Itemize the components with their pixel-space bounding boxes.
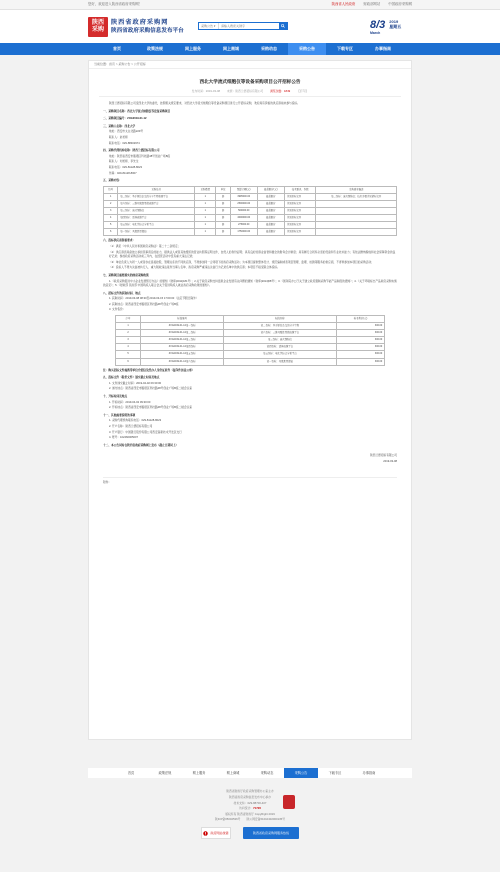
table-header: 采购品目 — [118, 186, 195, 193]
table-cell — [316, 229, 397, 236]
nav-item-downloads[interactable]: 下载专区 — [337, 46, 353, 51]
footer-nav-news[interactable]: 采购动态 — [260, 770, 274, 775]
nav-item-guide[interactable]: 办事指南 — [375, 46, 391, 51]
opening-time: 1. 开标时间：2019-04-02 09:30:00 — [109, 400, 151, 404]
table-cell: 最高限价 — [257, 215, 284, 222]
table-header-row — [104, 186, 397, 193]
agency-contact: 联系人：刘老师、李先生 — [109, 160, 139, 164]
site-name-line2: 陕西省政府采购信息发布平台 — [111, 27, 184, 34]
table-header: 最高限价(元) — [257, 186, 284, 193]
fee-cell: ZXG2019-01-12第二包标 — [141, 330, 224, 337]
fee-row — [115, 323, 384, 330]
table-cell: 详见招标文件 — [284, 229, 316, 236]
table-cell: 第二包标：基于原位杂交的分子生物检测平台 — [118, 193, 195, 200]
fee-cell: 300.00 — [336, 358, 384, 365]
footer-nav-guide[interactable]: 办事指南 — [362, 770, 376, 775]
fee-cell: 第六包标：三维共聚焦显微成像平台 — [224, 330, 337, 337]
search-icon — [281, 24, 285, 28]
visits-label: 访问统计： — [239, 806, 254, 811]
table-cell: 1 — [195, 222, 216, 229]
table-cell — [316, 222, 397, 229]
table-cell: 1 — [104, 193, 118, 200]
qualification-2: （2）供应商需具备独立承担民事责任的能力，提供法人或者其他组织的营业执照等证明文件，自然人的身份证明；具有良好的商业信誉和健全的财务会计制度；具有履行合同所必需的设备和专业技术能力；有依法缴纳税收和社会保障资金的良好记录；参加政府采购活动前三年内，在经营活动中没有重大违法记录； — [109, 250, 396, 259]
footer-support: 技术支持：029-88700-407 — [233, 800, 267, 805]
date-year: 2019 — [389, 19, 399, 25]
section-11: 十一、其他需要说明的事项 — [103, 413, 136, 417]
table-cell: 3 — [104, 208, 118, 215]
article-meta — [99, 89, 401, 97]
bid-deadline: 1. 文件递交截止时间：2019-04-02 09:30:00 — [109, 381, 162, 385]
purchase-note: 注：购买招标文件需携带单位介绍信及经办人身份证原件（复印件加盖公章） — [103, 368, 195, 372]
table-cell: 套 — [216, 208, 230, 215]
fee-cell: ZXG2019-01-12第四包标 — [141, 344, 224, 351]
section-7: 七、采购项目需要落实的政府采购政策 — [103, 273, 149, 277]
section-1: 一、采购项目名称：西北大学流式细胞仪等设备采购项目 — [103, 109, 171, 113]
other-3: 3. 开户银行：中国银行股份有限公司西安高新技术开发区支行 — [109, 430, 182, 434]
fee-cell: ZXG2019-01-12第六包标 — [141, 358, 224, 365]
date-widget — [370, 17, 401, 34]
table-cell — [316, 215, 397, 222]
attachments: 附件： — [103, 477, 397, 486]
table-cell: 最高限价 — [257, 222, 284, 229]
table-header: 包号 — [104, 186, 118, 193]
breadcrumb: 当前位置：首页 > 采购公告 > 公开招标 — [89, 61, 411, 69]
table-row — [104, 200, 397, 207]
fee-cell: 第一包标：共聚焦显微镜 — [224, 358, 337, 365]
footer-nav — [88, 768, 412, 778]
fee-cell: 4 — [115, 344, 141, 351]
table-row — [104, 208, 397, 215]
section-8: 八、招标文件的获取时间、地点 — [103, 291, 141, 295]
fee-row — [115, 358, 384, 365]
table-cell: 1 — [195, 193, 216, 200]
table-cell: 详见招标文件 — [284, 193, 316, 200]
nav-item-news[interactable]: 采购动态 — [261, 46, 277, 51]
fee-cell: 300.00 — [336, 323, 384, 330]
footer-organizer: 陕西省政府采购信息发布中心承办 — [229, 794, 271, 799]
nav-item-home[interactable]: 首页 — [113, 46, 121, 51]
section-5: 五、采购内容： — [103, 179, 122, 183]
table-cell: 1 — [195, 215, 216, 222]
error-report-label: 政府网站找错 — [210, 831, 229, 836]
site-logo[interactable] — [88, 17, 108, 37]
other-2: 2. 开户名称：陕西兰德招标有限公司 — [109, 424, 153, 428]
table-cell: 第四包标：活体成像平台 — [118, 215, 195, 222]
fee-cell: 第四包标：活体成像平台 — [224, 344, 337, 351]
search-category-select[interactable]: 采购公告 ▾ — [199, 23, 219, 29]
table-cell: 2500000.00 — [230, 200, 257, 207]
top-link-3[interactable]: 中国政府采购网 — [388, 1, 412, 6]
fee-cell: 第三包标：流式细胞仪 — [224, 337, 337, 344]
table-row — [104, 229, 397, 236]
date-week: 星期五 — [389, 24, 402, 30]
fee-header: 序号 — [115, 316, 141, 323]
footer-stats — [0, 806, 500, 810]
fee-table — [115, 315, 385, 366]
table-cell — [316, 200, 397, 207]
main-nav — [0, 43, 500, 55]
fee-row — [115, 330, 384, 337]
section-3: 三、采购人名称：西北大学 — [103, 124, 136, 128]
fee-header: 标段编号 — [141, 316, 224, 323]
nav-item-policy[interactable]: 政策法规 — [147, 46, 163, 51]
site-name — [111, 18, 184, 36]
fee-cell: 300.00 — [336, 344, 384, 351]
section-6: 六、投标供应商资格要求： — [103, 239, 136, 243]
top-bar — [0, 0, 500, 10]
fee-cell: ZXG2019-01-12第一包标 — [141, 323, 224, 330]
section-2: 二、采购项目编号：ZXG2019-01-12 — [103, 117, 147, 121]
date-day: 8/3 — [370, 19, 386, 31]
bid-place: 2. 递交地点：陕西省西安市雁塔区科技路48号创业广场B座二楼会议室 — [109, 387, 193, 391]
table-cell: 6 — [104, 229, 118, 236]
doc-price-label: 3. 文件售价： — [109, 308, 126, 312]
table-cell: 详见招标文件 — [284, 208, 316, 215]
sign-org: 陕西兰德招标有限公司 — [370, 454, 397, 458]
fee-cell: 300.00 — [336, 330, 384, 337]
fee-cell: 300.00 — [336, 337, 384, 344]
table-cell — [316, 208, 397, 215]
view-count: 浏览次数：1849 — [270, 88, 291, 93]
fee-header: 标段名称 — [224, 316, 337, 323]
nav-item-mall[interactable]: 网上商城 — [223, 46, 239, 51]
print-link[interactable]: 【打印】 — [297, 88, 309, 93]
table-header: 预算金额(元) — [230, 186, 257, 193]
search-bar — [198, 22, 288, 30]
fee-cell: 5 — [115, 351, 141, 358]
table-cell: 套 — [216, 229, 230, 236]
footer-nav-services[interactable]: 网上服务 — [192, 770, 206, 775]
fee-cell: 第五包标：电化学综合分析平台 — [224, 351, 337, 358]
table-cell: 最高限价 — [257, 229, 284, 236]
fee-row — [115, 344, 384, 351]
article-panel — [88, 60, 412, 740]
section-9: 九、投标文件（报价文件）递交截止时间及地点 — [103, 376, 160, 380]
fee-cell: ZXG2019-01-12第三包标 — [141, 337, 224, 344]
table-cell: 最高限价 — [257, 200, 284, 207]
other-1: 1. 采购代理机构联系电话：029-81128-8023 — [109, 419, 162, 423]
table-cell: 详见招标文件 — [284, 222, 316, 229]
nav-item-services[interactable]: 网上服务 — [185, 46, 201, 51]
fee-cell: 1 — [115, 323, 141, 330]
beian-police[interactable]: 陕公网安备61010402000135号 — [246, 817, 286, 822]
section-12: 十二、本公告同时在陕西省政府采购网上发布（截止日期同上） — [103, 443, 179, 447]
qualification-1: （1）满足《中华人民共和国政府采购法》第二十二条规定； — [109, 244, 181, 248]
fee-row — [115, 337, 384, 344]
article-title: 西北大学流式细胞仪等设备采购项目公开招标公告 — [199, 79, 301, 84]
warning-icon — [203, 831, 208, 836]
table-cell: 详见招标文件 — [284, 200, 316, 207]
intro-paragraph: 陕西兰德招标有限公司受西北大学的委托，按照相关规定要求，对西北大学流式细胞仪等设备采购项目进行公开招标采购，欢迎具有资格的供应商前来参与投标。 — [109, 102, 300, 106]
procurement-table — [103, 186, 397, 237]
policy-paragraph: 1.《政府采购促进中小企业发展暂行办法》的通知（财库[2011]181号）；2.关于政府采购支持监狱企业发展有关问题的通知（财库[2014]68号）；3.《国务院办公厅关于建立政府强制采购节能产品制度的通知》；4.《关于环境标志产品政府采购实施的意见》；5.《财政部 民政部 中国残疾人联合会关于促进残疾人就业政府采购政策的通知》。 — [103, 279, 397, 288]
table-cell: 套 — [216, 215, 230, 222]
qualification-3: （3）单位负责人为同一人或者存在直接控股、管理关系的不同供应商，不得参加同一合同项下的政府采购活动；为本项目提供整体设计、规范编制或者项目管理、监理、检测等服务的供应商，不得再参加本项目的采购活动； — [109, 260, 374, 264]
article-source: 来源：陕西兰德招标有限公司 — [226, 88, 264, 93]
table-cell: 1 — [195, 208, 216, 215]
doc-get-time: 1. 获取时间：2019-03-08 08:30至2019-03-15 17:00:00（法定节假日除外） — [109, 297, 199, 301]
qualification-4: （4）投标人不得为失信被执行人、重大税收违法案件当事人名单、政府采购严重违法失信行为记录名单中的供应商；本项目不接受联合体投标。 — [109, 266, 280, 270]
signature — [103, 454, 397, 464]
fee-cell: 6 — [115, 358, 141, 365]
top-link-2[interactable]: 财政部网站 — [363, 1, 381, 6]
article-body — [89, 97, 411, 489]
table-cell: 最高限价 — [257, 193, 284, 200]
top-link-1[interactable]: 陕西省人民政府 — [331, 1, 356, 6]
footer-nav-policy[interactable]: 政策法规 — [158, 770, 172, 775]
table-cell: 第五包标：电化学综合分析平台 — [118, 222, 195, 229]
table-cell: 套 — [216, 193, 230, 200]
table-header: 采购需求描述 — [316, 186, 397, 193]
footer-nav-home[interactable]: 首页 — [127, 770, 135, 775]
table-cell: 3995000.00 — [230, 193, 257, 200]
beian-row — [0, 817, 500, 821]
site-footer — [0, 782, 500, 872]
footer-badges — [0, 827, 500, 839]
table-cell: 1750000.00 — [230, 229, 257, 236]
section-10: 十、开标时间及地点 — [103, 394, 128, 398]
purchaser-phone: 联系电话：029-88302974 — [109, 141, 140, 145]
fee-row — [115, 351, 384, 358]
table-cell: 2 — [104, 200, 118, 207]
section-4: 四、采购代理机构名称：陕西兰德招标有限公司 — [103, 149, 160, 153]
fee-cell: 第二包标：基于原位杂交的分子生物 — [224, 323, 337, 330]
fee-cell: 3 — [115, 337, 141, 344]
doc-get-place: 2. 获取地点：陕西省西安市雁塔区科技路48号创业广场B座 — [109, 302, 179, 306]
table-header: 单位 — [216, 186, 230, 193]
table-cell: 第二包标：流式细胞仪；技术参数详见招标文件 — [316, 193, 397, 200]
table-row — [104, 215, 397, 222]
table-cell: 第六包标：三维共聚焦显微成像平台 — [118, 200, 195, 207]
purchaser-contact: 联系人：赵老师 — [109, 136, 128, 140]
fee-header: 标书售价(元) — [336, 316, 384, 323]
site-header — [0, 10, 500, 43]
agency-fax: 传真：029-81128-8007 — [109, 171, 137, 175]
error-report-badge[interactable] — [201, 827, 231, 839]
welcome-text: 您好，欢迎进入陕西省政府采购网！ — [88, 1, 143, 6]
table-cell: 4 — [104, 215, 118, 222]
date-month: March — [370, 31, 381, 35]
table-cell: 1 — [195, 229, 216, 236]
table-cell: 500000.00 — [230, 208, 257, 215]
fee-cell: 300.00 — [336, 351, 384, 358]
table-cell: 第三包标：流式细胞仪 — [118, 208, 195, 215]
logo-glyph-bottom: 采购 — [91, 26, 104, 33]
footer-sponsor: 陕西省财政厅政府采购管理办公室主办 — [226, 789, 274, 794]
search-input[interactable] — [219, 23, 279, 29]
fee-cell: ZXG2019-01-12第五包标 — [141, 351, 224, 358]
hotline-badge[interactable]: 陕西省政府采购网服务热线 — [243, 827, 299, 839]
table-cell: 5 — [104, 222, 118, 229]
table-header: 技术要求、参数 — [284, 186, 316, 193]
table-cell: 第一包标：共聚焦显微镜 — [118, 229, 195, 236]
fee-header-row — [115, 316, 384, 323]
beian-icp[interactable]: 陕ICP备05002536号 — [214, 817, 241, 822]
footer-nav-mall[interactable]: 网上商城 — [226, 770, 240, 775]
logo-glyph-top: 陕西 — [91, 19, 104, 26]
purchaser-address: 地址：西安市太白北路229号 — [109, 130, 144, 134]
table-row — [104, 193, 397, 200]
top-links — [332, 2, 412, 7]
footer-nav-downloads[interactable]: 下载专区 — [328, 770, 342, 775]
footer-copyright: 版权所有 陕西省财政厅 CopyRight 2019 — [225, 811, 275, 816]
emblem-icon — [283, 795, 295, 809]
table-row — [104, 222, 397, 229]
agency-address: 地址：陕西省西安市雁塔区科技路48号创业广场B座 — [109, 154, 171, 158]
nav-item-notices[interactable]: 采购公告 — [288, 43, 326, 55]
agency-phone: 联系电话：029-81128-8023 — [109, 166, 142, 170]
search-button[interactable] — [279, 23, 287, 29]
publish-time: 发布时间：2019-03-08 — [191, 88, 221, 93]
table-cell: 套 — [216, 200, 230, 207]
table-cell: 套 — [216, 222, 230, 229]
visit-count: 71726 — [253, 806, 261, 811]
other-4: 4. 账号：102460005007 — [109, 436, 138, 440]
site-name-line1: 陕西省政府采购网 — [111, 18, 169, 26]
opening-place: 2. 开标地点：陕西省西安市雁塔区科技路48号创业广场B座二楼会议室 — [109, 406, 193, 410]
date-year-week — [389, 20, 401, 30]
table-header: 采购数量 — [195, 186, 216, 193]
fee-cell: 2 — [115, 330, 141, 337]
sign-date: 2019-03-08 — [383, 459, 397, 463]
footer-nav-notices[interactable]: 采购公告 — [284, 768, 318, 778]
table-cell: 1 — [195, 200, 216, 207]
table-cell: 4000000.00 — [230, 215, 257, 222]
table-cell: 最高限价 — [257, 208, 284, 215]
table-cell: 275000.00 — [230, 222, 257, 229]
table-cell: 详见招标文件 — [284, 215, 316, 222]
